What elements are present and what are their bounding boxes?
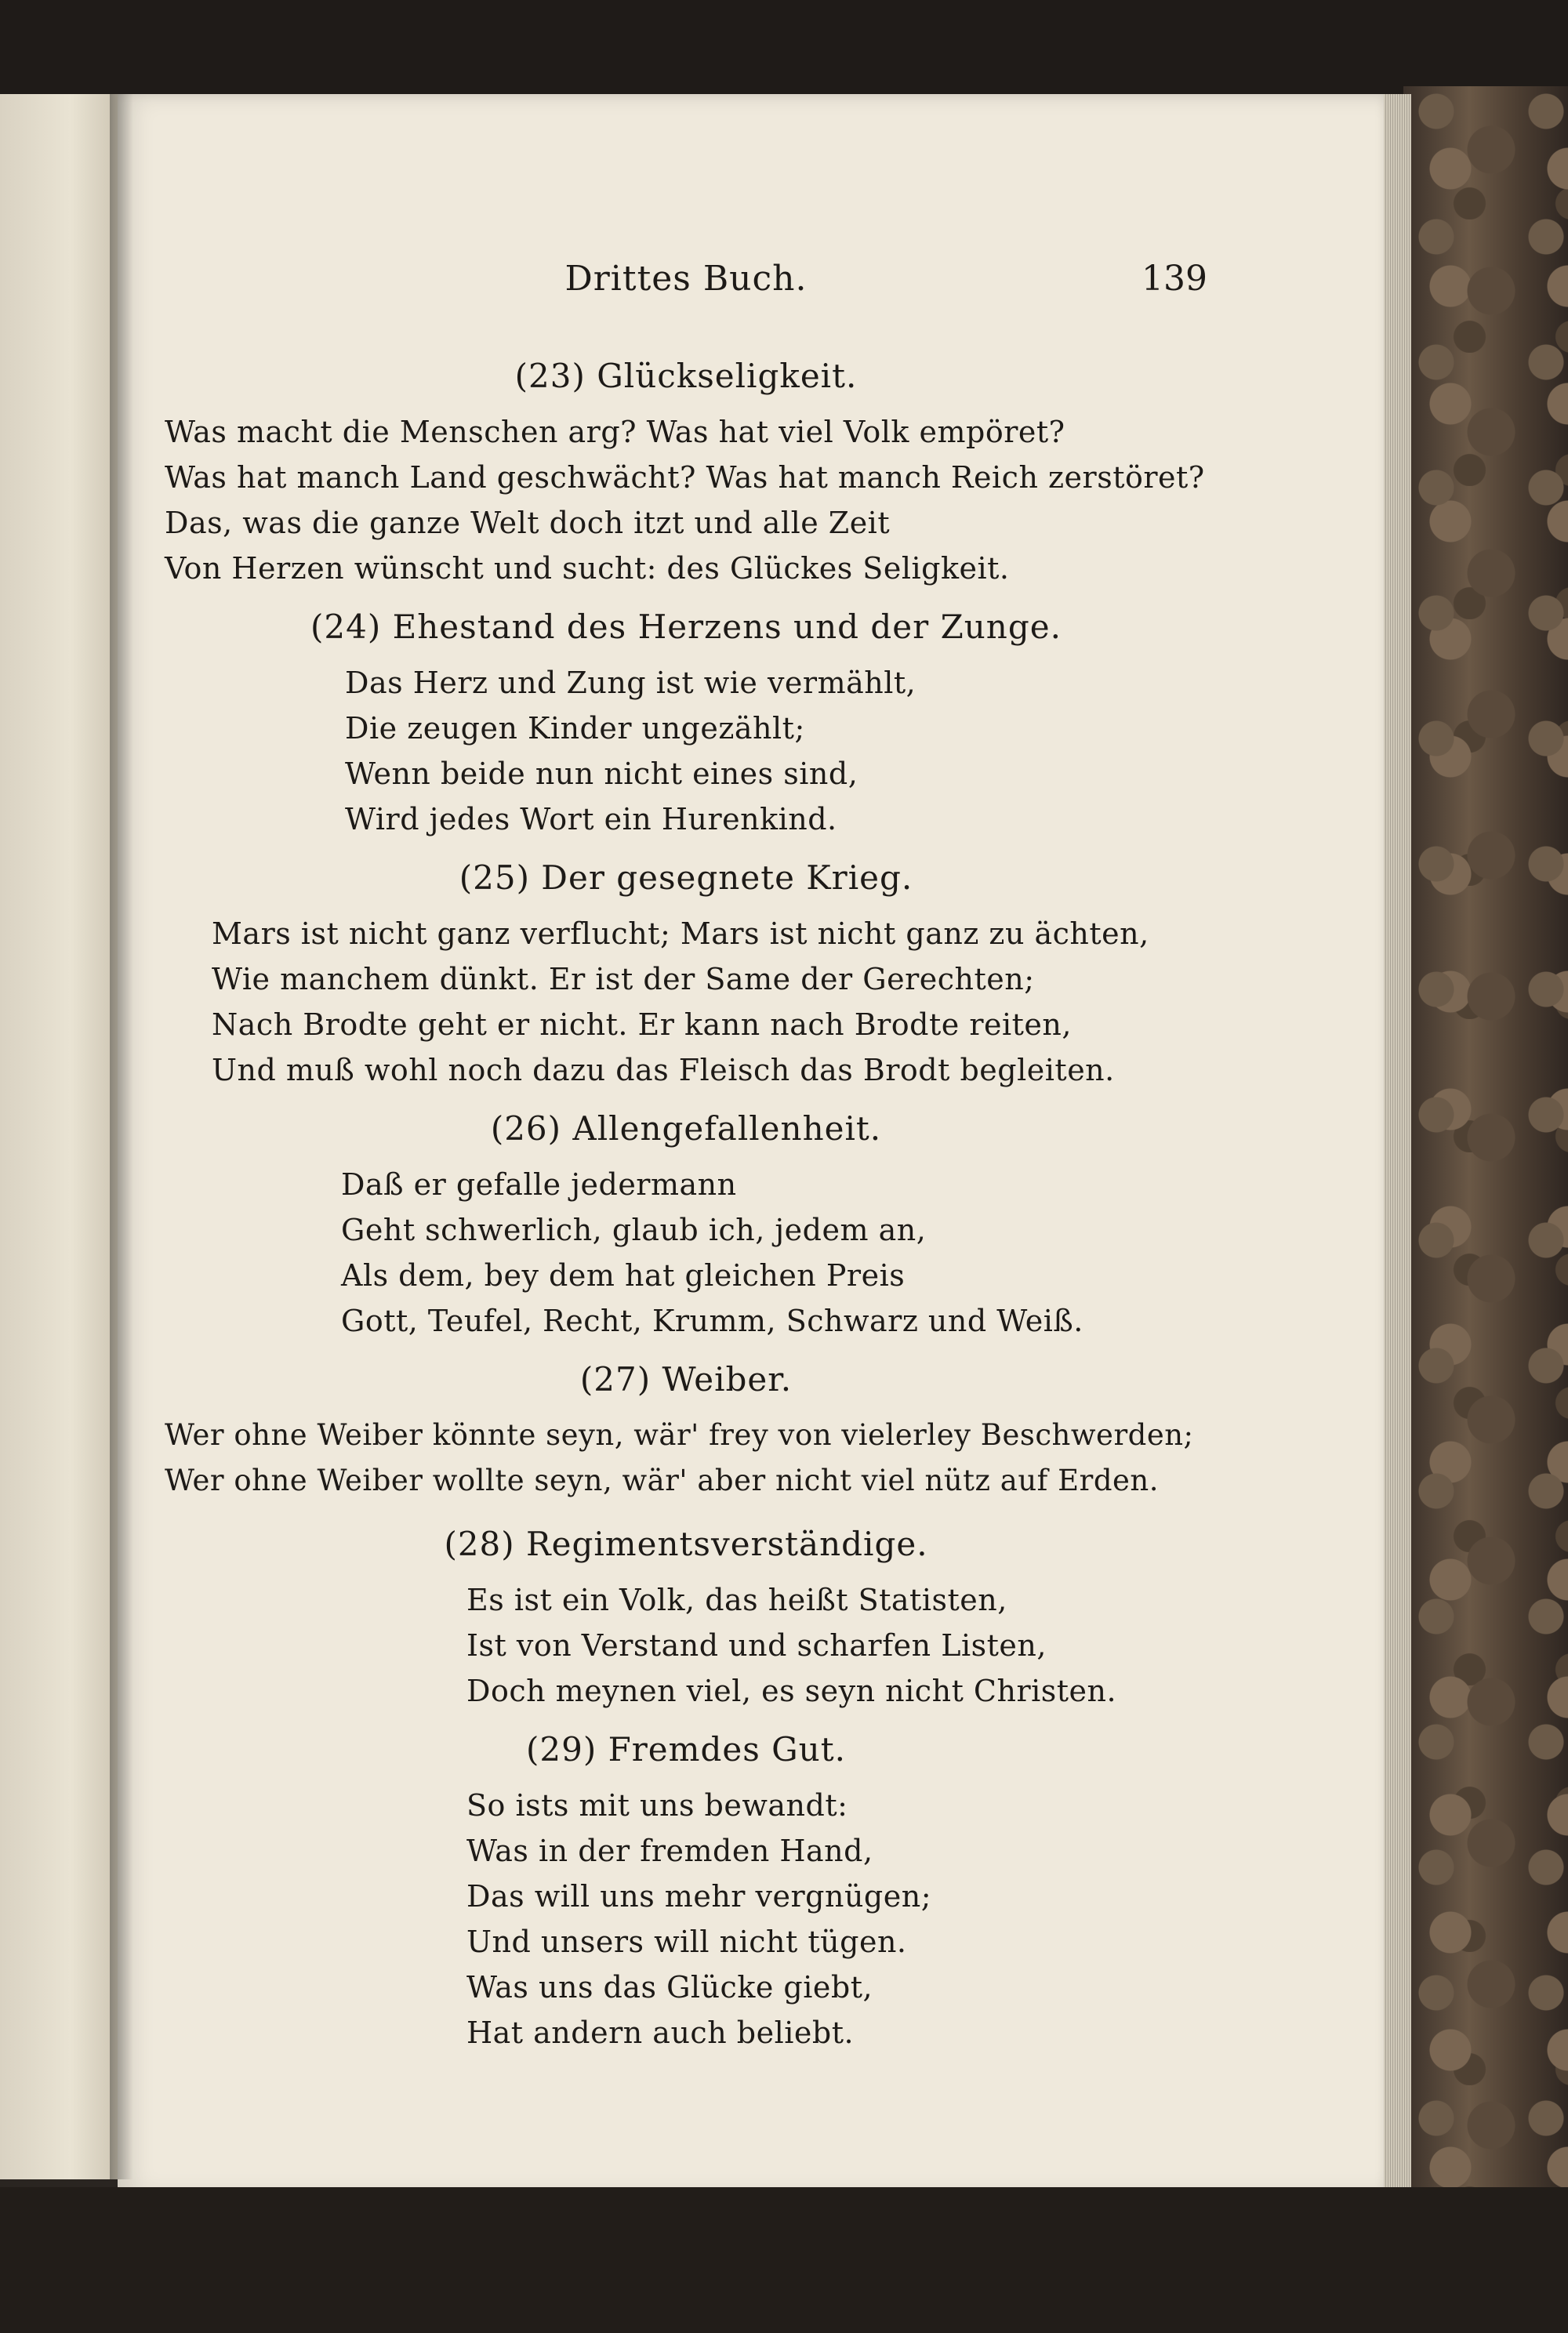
poem-line: Geht schwerlich, glaub ich, jedem an, [341,1213,927,1247]
left-page-edge [0,94,118,2179]
poem-line: Doch meynen viel, es seyn nicht Christen. [466,1674,1117,1708]
poem-line: Was macht die Menschen arg? Was hat viel Volk empöret? [165,415,1065,449]
backdrop [0,0,1568,94]
poem-line: Was in der fremden Hand, [466,1834,873,1868]
page-number: 139 [1142,259,1207,299]
page-edges [1384,94,1411,2195]
poem-26 [165,1104,1207,1344]
poem-title: (29) Fremdes Gut. [526,1730,846,1769]
poem-line: Das, was die ganze Welt doch itzt und alle Zeit [165,506,891,540]
poem-line: Das Herz und Zung ist wie vermählt, [345,666,916,700]
poem-title: (23) Glückseligkeit. [514,357,858,395]
poem-line: Es ist ein Volk, das heißt Statisten, [466,1583,1007,1617]
poem-line: Als dem, bey dem hat gleichen Preis [341,1258,906,1293]
running-header [165,259,1207,306]
marbled-cover [1403,86,1568,2219]
poem-line: So ists mit uns bewandt: [466,1788,848,1823]
poem-line: Gott, Teufel, Recht, Krumm, Schwarz und Weiß. [341,1304,1083,1338]
poem-line: Mars ist nicht ganz verflucht; Mars ist nicht ganz zu ächten, [212,916,1149,951]
poem-title: (24) Ehestand des Herzens und der Zunge. [310,608,1062,646]
poem-29 [165,1725,1207,2055]
poem-28 [165,1519,1207,1714]
poem-line: Was uns das Glücke giebt, [466,1970,873,2005]
poem-line: Und muß wohl noch dazu das Fleisch das Brodt begleiten. [212,1053,1115,1087]
poem-line: Das will uns mehr vergnügen; [466,1879,932,1914]
poem-line: Und unsers will nicht tügen. [466,1925,907,1959]
poem-line: Die zeugen Kinder ungezählt; [345,711,805,746]
poem-title: (26) Allengefallenheit. [490,1109,882,1148]
poem-title: (27) Weiber. [579,1360,793,1399]
poem-23 [165,351,1207,591]
poem-27 [165,1355,1207,1504]
poem-line: Wie manchem dünkt. Er ist der Same der Gerechten; [212,962,1035,996]
spine-shadow [110,94,133,2179]
poem-line: Nach Brodte geht er nicht. Er kann nach Brodte reiten, [212,1007,1072,1042]
poem-line: Was hat manch Land geschwächt? Was hat manch Reich zerstöret? [165,460,1205,495]
poem-line: Wer ohne Weiber könnte seyn, wär' frey von vielerley Beschwerden; [165,1418,1194,1452]
poem-25 [165,853,1207,1093]
poem-title: (28) Regimentsverständige. [444,1525,928,1563]
backdrop-bottom [0,2187,1568,2333]
poem-line: Hat andern auch beliebt. [466,2016,855,2050]
poem-line: Wer ohne Weiber wollte seyn, wär' aber nicht viel nütz auf Erden. [165,1464,1160,1497]
header-title: Drittes Buch. [564,259,808,299]
poem-24 [165,602,1207,842]
poem-line: Wird jedes Wort ein Hurenkind. [345,802,837,836]
poem-line: Ist von Verstand und scharfen Listen, [466,1628,1047,1663]
poem-title: (25) Der gesegnete Krieg. [459,858,913,897]
poem-line: Daß er gefalle jedermann [341,1167,737,1202]
poem-line: Wenn beide nun nicht eines sind, [345,757,858,791]
poem-line: Von Herzen wünscht und sucht: des Glückes Seligkeit. [165,551,1010,586]
page-content [165,259,1207,2066]
